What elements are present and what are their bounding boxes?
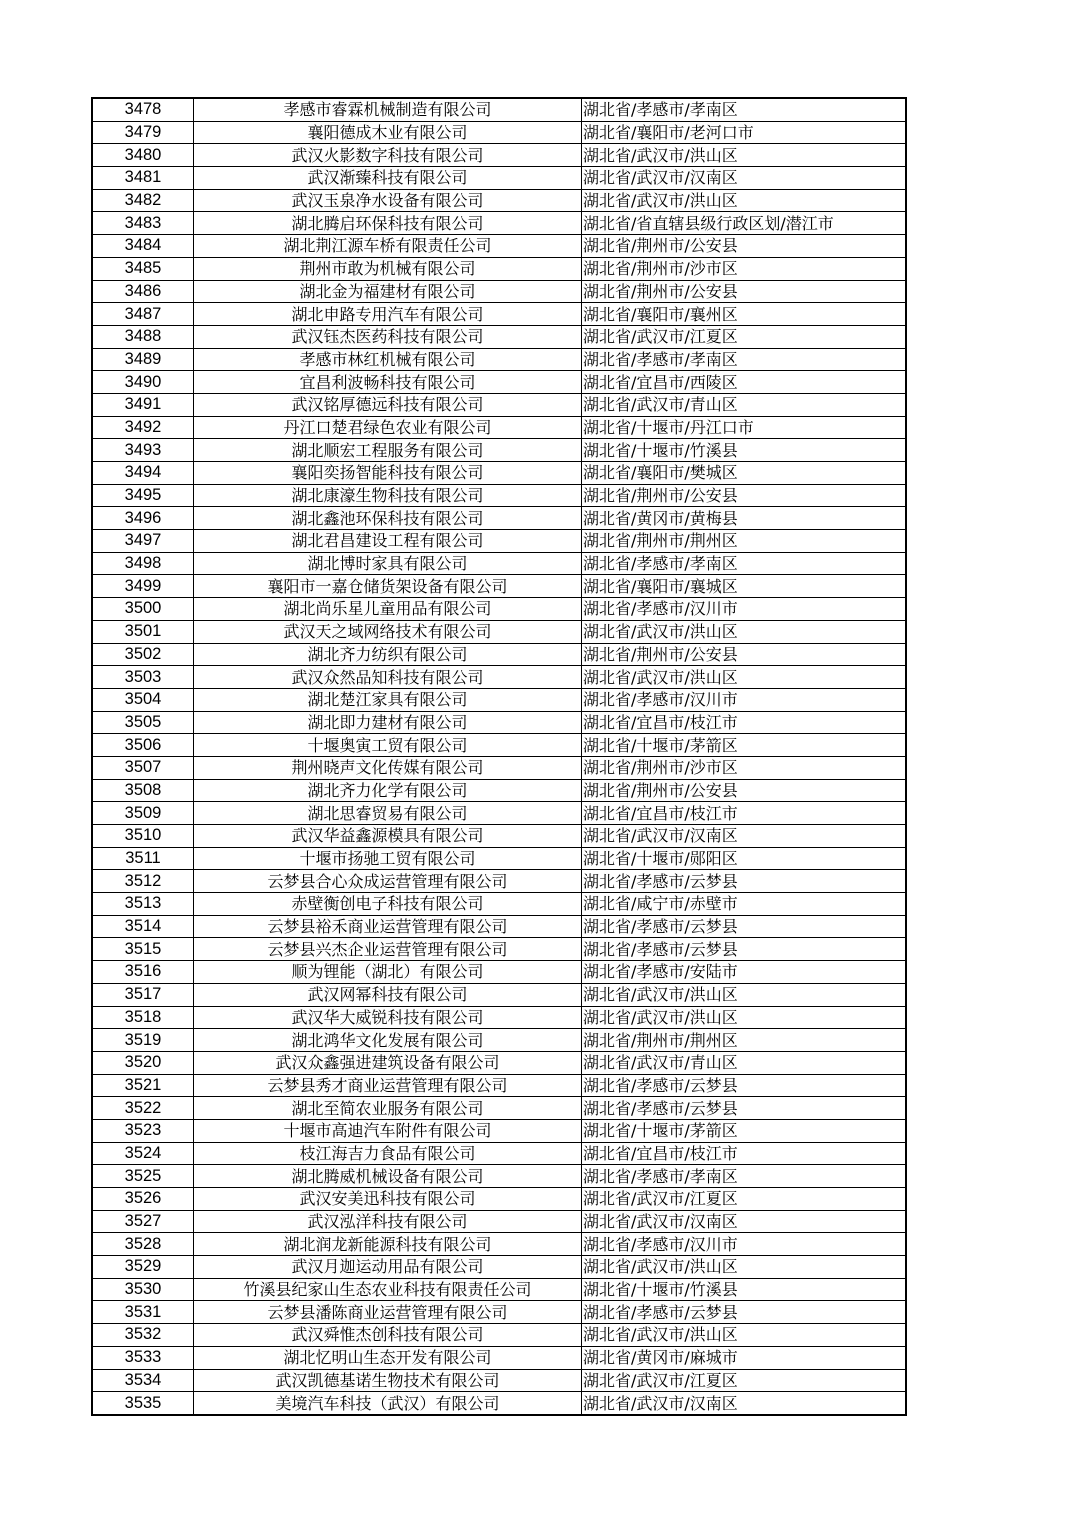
table-row <box>92 734 906 757</box>
table-row <box>92 1210 906 1233</box>
region-path: 湖北省/十堰市/茅箭区 <box>582 734 907 757</box>
region-path: 湖北省/武汉市/江夏区 <box>582 1188 907 1211</box>
row-number: 3533 <box>92 1346 194 1369</box>
table-row <box>92 620 906 643</box>
region-path: 湖北省/荆州市/公安县 <box>582 235 907 258</box>
row-number: 3527 <box>92 1210 194 1233</box>
row-number: 3514 <box>92 915 194 938</box>
row-number: 3530 <box>92 1278 194 1301</box>
region-path: 湖北省/荆州市/沙市区 <box>582 257 907 280</box>
row-number: 3522 <box>92 1097 194 1120</box>
table-row <box>92 325 906 348</box>
table-row <box>92 983 906 1006</box>
region-path: 湖北省/武汉市/洪山区 <box>582 189 907 212</box>
region-path: 湖北省/武汉市/江夏区 <box>582 325 907 348</box>
region-path: 湖北省/十堰市/郧阳区 <box>582 847 907 870</box>
company-name: 美境汽车科技（武汉）有限公司 <box>194 1392 582 1415</box>
company-name: 湖北思睿贸易有限公司 <box>194 802 582 825</box>
company-name: 湖北润龙新能源科技有限公司 <box>194 1233 582 1256</box>
company-name: 湖北荆江源车桥有限责任公司 <box>194 235 582 258</box>
row-number: 3498 <box>92 552 194 575</box>
table-row <box>92 1301 906 1324</box>
region-path: 湖北省/武汉市/洪山区 <box>582 666 907 689</box>
row-number: 3488 <box>92 325 194 348</box>
company-name: 湖北齐力纺织有限公司 <box>194 643 582 666</box>
row-number: 3483 <box>92 212 194 235</box>
region-path: 湖北省/武汉市/江夏区 <box>582 1369 907 1392</box>
table-row <box>92 1188 906 1211</box>
row-number: 3515 <box>92 938 194 961</box>
row-number: 3493 <box>92 439 194 462</box>
table-row <box>92 711 906 734</box>
row-number: 3535 <box>92 1392 194 1415</box>
region-path: 湖北省/孝感市/云梦县 <box>582 870 907 893</box>
row-number: 3499 <box>92 575 194 598</box>
company-name: 枝江海吉力食品有限公司 <box>194 1142 582 1165</box>
company-name: 荆州晓声文化传媒有限公司 <box>194 756 582 779</box>
region-path: 湖北省/孝感市/孝南区 <box>582 552 907 575</box>
row-number: 3507 <box>92 756 194 779</box>
table-row <box>92 212 906 235</box>
row-number: 3523 <box>92 1119 194 1142</box>
row-number: 3512 <box>92 870 194 893</box>
row-number: 3494 <box>92 462 194 485</box>
row-number: 3502 <box>92 643 194 666</box>
company-name: 湖北顺宏工程服务有限公司 <box>194 439 582 462</box>
table-row <box>92 280 906 303</box>
region-path: 湖北省/武汉市/洪山区 <box>582 1006 907 1029</box>
company-name: 武汉凯德基诺生物技术有限公司 <box>194 1369 582 1392</box>
region-path: 湖北省/十堰市/竹溪县 <box>582 439 907 462</box>
region-path: 湖北省/孝感市/汉川市 <box>582 688 907 711</box>
company-name: 十堰市扬驰工贸有限公司 <box>194 847 582 870</box>
region-path: 湖北省/黄冈市/黄梅县 <box>582 507 907 530</box>
region-path: 湖北省/孝感市/安陆市 <box>582 961 907 984</box>
region-path: 湖北省/武汉市/洪山区 <box>582 983 907 1006</box>
region-path: 湖北省/荆州市/公安县 <box>582 484 907 507</box>
table-row <box>92 893 906 916</box>
table-row <box>92 847 906 870</box>
table-row <box>92 802 906 825</box>
row-number: 3517 <box>92 983 194 1006</box>
region-path: 湖北省/孝感市/汉川市 <box>582 1233 907 1256</box>
company-name: 湖北金为福建材有限公司 <box>194 280 582 303</box>
company-name: 云梦县秀才商业运营管理有限公司 <box>194 1074 582 1097</box>
table-row <box>92 121 906 144</box>
row-number: 3491 <box>92 393 194 416</box>
region-path: 湖北省/武汉市/洪山区 <box>582 620 907 643</box>
row-number: 3534 <box>92 1369 194 1392</box>
company-name: 湖北齐力化学有限公司 <box>194 779 582 802</box>
table-row <box>92 167 906 190</box>
company-name: 武汉铭厚德远科技有限公司 <box>194 393 582 416</box>
row-number: 3524 <box>92 1142 194 1165</box>
company-name: 湖北楚江家具有限公司 <box>194 688 582 711</box>
table-row <box>92 1278 906 1301</box>
company-name: 武汉钰杰医药科技有限公司 <box>194 325 582 348</box>
row-number: 3501 <box>92 620 194 643</box>
table-row <box>92 98 906 121</box>
company-name: 武汉火影数字科技有限公司 <box>194 144 582 167</box>
table-row <box>92 643 906 666</box>
table-row <box>92 439 906 462</box>
company-name: 竹溪县纪家山生态农业科技有限责任公司 <box>194 1278 582 1301</box>
region-path: 湖北省/武汉市/洪山区 <box>582 1324 907 1347</box>
row-number: 3518 <box>92 1006 194 1029</box>
company-name: 襄阳奕扬智能科技有限公司 <box>194 462 582 485</box>
region-path: 湖北省/孝感市/云梦县 <box>582 1097 907 1120</box>
row-number: 3513 <box>92 893 194 916</box>
company-name: 云梦县兴杰企业运营管理有限公司 <box>194 938 582 961</box>
region-path: 湖北省/十堰市/丹江口市 <box>582 416 907 439</box>
region-path: 湖北省/襄阳市/老河口市 <box>582 121 907 144</box>
table-row <box>92 1006 906 1029</box>
company-name: 十堰市高迪汽车附件有限公司 <box>194 1119 582 1142</box>
region-path: 湖北省/孝感市/云梦县 <box>582 938 907 961</box>
company-name: 湖北君昌建设工程有限公司 <box>194 530 582 553</box>
region-path: 湖北省/黄冈市/麻城市 <box>582 1346 907 1369</box>
table-row <box>92 575 906 598</box>
row-number: 3511 <box>92 847 194 870</box>
row-number: 3503 <box>92 666 194 689</box>
table-row <box>92 1074 906 1097</box>
region-path: 湖北省/荆州市/公安县 <box>582 280 907 303</box>
company-name: 湖北腾威机械设备有限公司 <box>194 1165 582 1188</box>
company-name: 武汉安美迅科技有限公司 <box>194 1188 582 1211</box>
company-name: 湖北鸿华文化发展有限公司 <box>194 1029 582 1052</box>
table-row <box>92 870 906 893</box>
table-row <box>92 144 906 167</box>
table-row <box>92 779 906 802</box>
region-path: 湖北省/孝感市/云梦县 <box>582 1301 907 1324</box>
row-number: 3505 <box>92 711 194 734</box>
table-row <box>92 1097 906 1120</box>
company-name: 武汉网幂科技有限公司 <box>194 983 582 1006</box>
table-row <box>92 189 906 212</box>
table-row <box>92 1256 906 1279</box>
table-row <box>92 484 906 507</box>
row-number: 3509 <box>92 802 194 825</box>
company-name: 荆州市敢为机械有限公司 <box>194 257 582 280</box>
company-table-body <box>92 98 906 1415</box>
row-number: 3481 <box>92 167 194 190</box>
row-number: 3519 <box>92 1029 194 1052</box>
row-number: 3497 <box>92 530 194 553</box>
row-number: 3486 <box>92 280 194 303</box>
company-name: 武汉渐臻科技有限公司 <box>194 167 582 190</box>
row-number: 3487 <box>92 303 194 326</box>
company-name: 赤壁衡创电子科技有限公司 <box>194 893 582 916</box>
row-number: 3520 <box>92 1051 194 1074</box>
region-path: 湖北省/荆州市/荆州区 <box>582 1029 907 1052</box>
row-number: 3478 <box>92 98 194 121</box>
company-name: 武汉泓洋科技有限公司 <box>194 1210 582 1233</box>
table-row <box>92 598 906 621</box>
company-name: 湖北鑫池环保科技有限公司 <box>194 507 582 530</box>
company-name: 湖北康濠生物科技有限公司 <box>194 484 582 507</box>
row-number: 3532 <box>92 1324 194 1347</box>
region-path: 湖北省/襄阳市/襄城区 <box>582 575 907 598</box>
table-row <box>92 1051 906 1074</box>
table-row <box>92 1233 906 1256</box>
table-row <box>92 1369 906 1392</box>
region-path: 湖北省/武汉市/汉南区 <box>582 1392 907 1415</box>
row-number: 3508 <box>92 779 194 802</box>
row-number: 3506 <box>92 734 194 757</box>
company-name: 云梦县潘陈商业运营管理有限公司 <box>194 1301 582 1324</box>
table-row <box>92 1142 906 1165</box>
row-number: 3495 <box>92 484 194 507</box>
region-path: 湖北省/武汉市/汉南区 <box>582 825 907 848</box>
table-row <box>92 1165 906 1188</box>
company-name: 顺为锂能（湖北）有限公司 <box>194 961 582 984</box>
row-number: 3490 <box>92 371 194 394</box>
row-number: 3516 <box>92 961 194 984</box>
row-number: 3529 <box>92 1256 194 1279</box>
region-path: 湖北省/武汉市/汉南区 <box>582 1210 907 1233</box>
region-path: 湖北省/武汉市/青山区 <box>582 1051 907 1074</box>
table-row <box>92 666 906 689</box>
company-name: 宜昌利波畅科技有限公司 <box>194 371 582 394</box>
row-number: 3526 <box>92 1188 194 1211</box>
region-path: 湖北省/襄阳市/樊城区 <box>582 462 907 485</box>
region-path: 湖北省/荆州市/公安县 <box>582 779 907 802</box>
company-name: 武汉众鑫强进建筑设备有限公司 <box>194 1051 582 1074</box>
company-name: 十堰奥寅工贸有限公司 <box>194 734 582 757</box>
row-number: 3492 <box>92 416 194 439</box>
company-name: 湖北至简农业服务有限公司 <box>194 1097 582 1120</box>
row-number: 3480 <box>92 144 194 167</box>
table-row <box>92 938 906 961</box>
company-name: 孝感市林红机械有限公司 <box>194 348 582 371</box>
row-number: 3489 <box>92 348 194 371</box>
region-path: 湖北省/襄阳市/襄州区 <box>582 303 907 326</box>
region-path: 湖北省/荆州市/荆州区 <box>582 530 907 553</box>
table-row <box>92 530 906 553</box>
region-path: 湖北省/荆州市/公安县 <box>582 643 907 666</box>
row-number: 3521 <box>92 1074 194 1097</box>
table-row <box>92 756 906 779</box>
row-number: 3510 <box>92 825 194 848</box>
region-path: 湖北省/孝感市/云梦县 <box>582 915 907 938</box>
row-number: 3525 <box>92 1165 194 1188</box>
region-path: 湖北省/孝感市/孝南区 <box>582 98 907 121</box>
table-row <box>92 552 906 575</box>
company-name: 云梦县合心众成运营管理有限公司 <box>194 870 582 893</box>
table-row <box>92 235 906 258</box>
table-row <box>92 393 906 416</box>
region-path: 湖北省/咸宁市/赤壁市 <box>582 893 907 916</box>
region-path: 湖北省/十堰市/竹溪县 <box>582 1278 907 1301</box>
region-path: 湖北省/孝感市/汉川市 <box>582 598 907 621</box>
row-number: 3485 <box>92 257 194 280</box>
region-path: 湖北省/宜昌市/枝江市 <box>582 711 907 734</box>
company-name: 武汉舜惟杰创科技有限公司 <box>194 1324 582 1347</box>
region-path: 湖北省/武汉市/青山区 <box>582 393 907 416</box>
table-row <box>92 416 906 439</box>
table-row <box>92 371 906 394</box>
table-row <box>92 825 906 848</box>
company-name: 武汉华益鑫源模具有限公司 <box>194 825 582 848</box>
company-name: 襄阳市一嘉仓储货架设备有限公司 <box>194 575 582 598</box>
company-name: 湖北博时家具有限公司 <box>194 552 582 575</box>
company-name: 湖北尚乐星儿童用品有限公司 <box>194 598 582 621</box>
table-row <box>92 462 906 485</box>
table-row <box>92 507 906 530</box>
company-name: 丹江口楚君绿色农业有限公司 <box>194 416 582 439</box>
table-row <box>92 915 906 938</box>
table-row <box>92 1029 906 1052</box>
region-path: 湖北省/孝感市/云梦县 <box>582 1074 907 1097</box>
region-path: 湖北省/孝感市/孝南区 <box>582 348 907 371</box>
row-number: 3500 <box>92 598 194 621</box>
region-path: 湖北省/荆州市/沙市区 <box>582 756 907 779</box>
company-table <box>91 97 907 1416</box>
table-row <box>92 257 906 280</box>
company-name: 湖北即力建材有限公司 <box>194 711 582 734</box>
row-number: 3504 <box>92 688 194 711</box>
table-row <box>92 688 906 711</box>
region-path: 湖北省/宜昌市/枝江市 <box>582 802 907 825</box>
row-number: 3482 <box>92 189 194 212</box>
company-name: 云梦县裕禾商业运营管理有限公司 <box>194 915 582 938</box>
region-path: 湖北省/宜昌市/西陵区 <box>582 371 907 394</box>
region-path: 湖北省/武汉市/洪山区 <box>582 1256 907 1279</box>
row-number: 3484 <box>92 235 194 258</box>
region-path: 湖北省/宜昌市/枝江市 <box>582 1142 907 1165</box>
row-number: 3479 <box>92 121 194 144</box>
row-number: 3528 <box>92 1233 194 1256</box>
table-row <box>92 1119 906 1142</box>
company-name: 武汉玉泉净水设备有限公司 <box>194 189 582 212</box>
table-row <box>92 961 906 984</box>
company-name: 襄阳德成木业有限公司 <box>194 121 582 144</box>
region-path: 湖北省/武汉市/洪山区 <box>582 144 907 167</box>
table-row <box>92 1392 906 1415</box>
company-name: 孝感市睿霖机械制造有限公司 <box>194 98 582 121</box>
table-row <box>92 303 906 326</box>
row-number: 3496 <box>92 507 194 530</box>
region-path: 湖北省/武汉市/汉南区 <box>582 167 907 190</box>
company-name: 武汉月迦运动用品有限公司 <box>194 1256 582 1279</box>
table-row <box>92 1346 906 1369</box>
region-path: 湖北省/孝感市/孝南区 <box>582 1165 907 1188</box>
region-path: 湖北省/省直辖县级行政区划/潜江市 <box>582 212 907 235</box>
company-name: 武汉华大威锐科技有限公司 <box>194 1006 582 1029</box>
company-name: 湖北申路专用汽车有限公司 <box>194 303 582 326</box>
company-name: 武汉天之域网络技术有限公司 <box>194 620 582 643</box>
company-name: 湖北腾启环保科技有限公司 <box>194 212 582 235</box>
table-row <box>92 1324 906 1347</box>
table-row <box>92 348 906 371</box>
company-name: 湖北忆明山生态开发有限公司 <box>194 1346 582 1369</box>
company-name: 武汉众然品知科技有限公司 <box>194 666 582 689</box>
row-number: 3531 <box>92 1301 194 1324</box>
region-path: 湖北省/十堰市/茅箭区 <box>582 1119 907 1142</box>
